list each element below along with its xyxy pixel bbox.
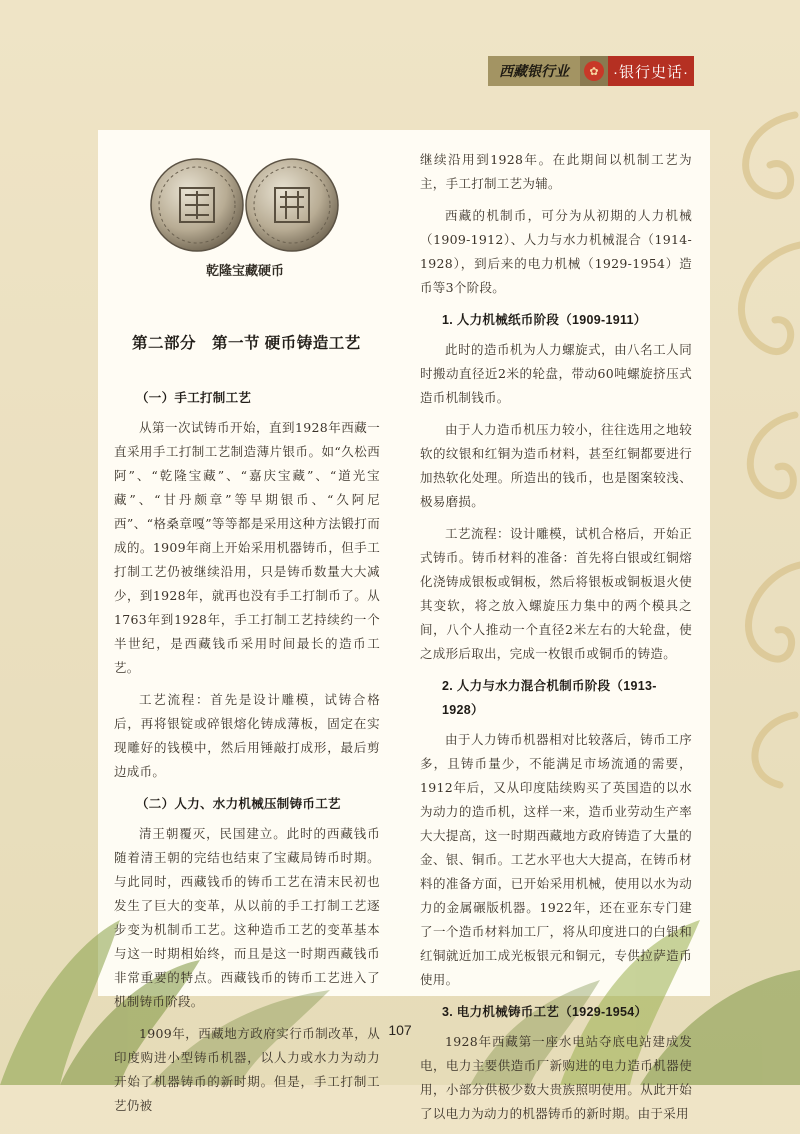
qianlong-coins-image	[150, 155, 340, 255]
page-number: 107	[388, 1022, 412, 1038]
subheading-stage-3: 3. 电力机械铸币工艺（1929-1954）	[442, 1005, 648, 1019]
emblem-icon: ✿	[584, 61, 604, 81]
paragraph: 1928年西藏第一座水电站夺底电站建成发电，电力主要供造币厂新购进的电力造币机器使用，小部分供极少数大贵族照明使用。从此开始了以电力为动力的机器铸币的新时期。由于采用	[420, 1034, 692, 1121]
paragraph: 由于人力造币机压力较小，往往选用之地较软的纹银和红铜为造币材料，甚至红铜都要进行加热软化处理。所造出的钱币，也是图案较浅、极易磨损。	[420, 422, 692, 509]
subheading-hand-strike: （一）手工打制工艺	[136, 391, 252, 405]
paragraph: 西藏的机制币，可分为从初期的人力机械（1909-1912）、人力与水力机械混合（1914-1928），到后来的电力机械（1929-1954）造币等3个阶段。	[420, 208, 692, 295]
header-column-name: ·银行史话·	[608, 56, 694, 86]
paragraph: 继续沿用到1928年。在此期间以机制工艺为主，手工打制工艺为辅。	[420, 152, 692, 191]
paragraph: 1909年，西藏地方政府实行币制改革，从印度购进小型铸币机器，以人力或水力为动力开始了机器铸币的新时期。但是，手工打制工艺仍被	[114, 1026, 380, 1113]
left-column	[114, 330, 380, 1126]
subheading-stage-2: 2. 人力与水力混合机制币阶段（1913-1928）	[442, 679, 657, 717]
section-title: 第二部分 第一节 硬币铸造工艺	[132, 335, 361, 352]
right-column	[420, 148, 692, 1134]
header-brand: 西藏银行业	[488, 56, 580, 86]
paragraph: 此时的造币机为人力螺旋式，由八名工人同时搬动直径近2米的轮盘，带动60吨螺旋挤压式造币机制钱币。	[420, 342, 692, 405]
header-band	[488, 56, 694, 86]
figure-caption: 乾隆宝藏硬币	[205, 263, 284, 278]
subheading-stage-1: 1. 人力机械纸币阶段（1909-1911）	[442, 313, 647, 327]
paragraph: 由于人力铸币机器相对比较落后，铸币工序多，且铸币量少，不能满足市场流通的需要，1912年后，又从印度陆续购买了英国造的以水为动力的造币机，这样一来，造币业劳动生产率大大提高，这一时期西藏地方政府铸造了大量的金、银、铜币。工艺水平也大大提高，在铸币材料的准备方面，已开始采用机械，使用以水为动力的金属碾版机器。1922年，还在亚东专门建了一个造币材料加工厂，将从印度进口的白银和红铜就近加工成光板银元和铜元，专供拉萨造币使用。	[420, 732, 692, 987]
paragraph: 工艺流程：设计雕模，试机合格后，开始正式铸币。铸币材料的准备：首先将白银或红铜熔化浇铸成银板或铜板，然后将银板或铜板退火使其变软，将之放入螺旋压力集中的两个模具之间，八个人推动一个直径2米左右的大轮盘，使之成形后取出，完成一枚银币或铜币的铸造。	[420, 526, 692, 661]
decorative-swirl-ornament	[700, 95, 800, 795]
paragraph: 清王朝覆灭，民国建立。此时的西藏钱币随着清王朝的完结也结束了宝藏局铸币时期。与此同时，西藏钱币的铸币工艺在清末民初也发生了巨大的变革，从以前的手工打制工艺逐步变为机制币工艺。这种造币工艺的变革基本与这一时期相始终，而且是这一时期西藏钱币非常重要的特点。西藏钱币的铸币工艺进入了机制铸币阶段。	[114, 826, 380, 1009]
paragraph: 从第一次试铸币开始，直到1928年西藏一直采用手工打制工艺制造薄片银币。如“久松西阿”、“乾隆宝藏”、“嘉庆宝藏”、“道光宝藏”、“甘丹颇章”等早期银币、“久阿尼西”、“格桑章嘎”等等都是采用这种方法锻打而成的。1909年商上开始采用机器铸币，但手工打制工艺仍被继续沿用，只是铸币数量大大减少，到1928年，就再也没有手工打制币了。从1763年到1928年，手工打制工艺持续约一个半世纪，是西藏钱币采用时间最长的造币工艺。	[114, 420, 380, 675]
paragraph: 工艺流程：首先是设计雕模，试铸合格后，再将银锭或碎银熔化铸成薄板，固定在实现雕好的钱模中，然后用锤敲打成形，最后剪边成币。	[114, 692, 380, 779]
subheading-machine-press: （二）人力、水力机械压制铸币工艺	[136, 797, 341, 811]
